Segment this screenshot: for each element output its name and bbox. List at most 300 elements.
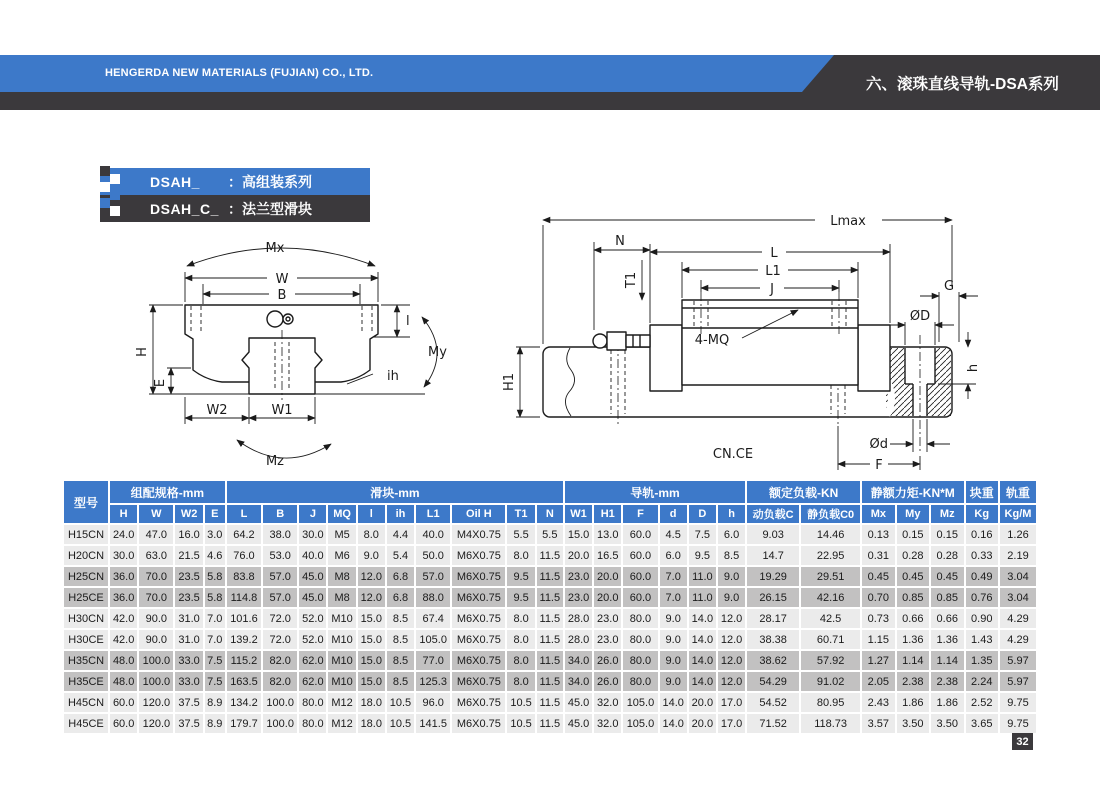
value-cell: 23.5	[174, 587, 203, 608]
value-cell: 0.31	[861, 545, 895, 566]
value-cell: 1.26	[999, 524, 1037, 545]
value-cell: 4.5	[659, 524, 688, 545]
column-group-header: 轨重	[999, 480, 1037, 504]
value-cell: 11.5	[536, 713, 564, 734]
grease-nipple	[593, 332, 650, 350]
value-cell: 9.75	[999, 713, 1037, 734]
value-cell: 26.0	[593, 650, 622, 671]
value-cell: 67.4	[415, 608, 451, 629]
value-cell: 23.5	[174, 566, 203, 587]
value-cell: 100.0	[138, 650, 174, 671]
value-cell: 0.85	[930, 587, 964, 608]
value-cell: 1.86	[896, 692, 930, 713]
value-cell: M4X0.75	[451, 524, 506, 545]
dim-label-mz: Mz	[265, 454, 285, 469]
value-cell: 5.4	[386, 545, 415, 566]
value-cell: 9.03	[746, 524, 800, 545]
value-cell: 80.95	[800, 692, 861, 713]
company-name: HENGERDA NEW MATERIALS (FUJIAN) CO., LTD.	[105, 67, 374, 79]
value-cell: 7.5	[204, 671, 226, 692]
value-cell: 100.0	[262, 692, 298, 713]
value-cell: 3.0	[204, 524, 226, 545]
value-cell: 105.0	[415, 629, 451, 650]
value-cell: 134.2	[226, 692, 262, 713]
dim-label-w2: W2	[206, 403, 228, 418]
value-cell: 2.52	[965, 692, 999, 713]
value-cell: 2.05	[861, 671, 895, 692]
value-cell: 40.0	[415, 524, 451, 545]
table-row	[63, 650, 1037, 671]
value-cell: 15.0	[564, 524, 593, 545]
value-cell: M10	[327, 608, 356, 629]
value-cell: 163.5	[226, 671, 262, 692]
value-cell: 60.0	[622, 524, 658, 545]
table-body	[63, 524, 1037, 734]
value-cell: 30.0	[298, 524, 327, 545]
table-head-groups	[63, 480, 1037, 504]
value-cell: 5.8	[204, 566, 226, 587]
value-cell: 125.3	[415, 671, 451, 692]
dim-label-h-small: h	[966, 363, 981, 373]
value-cell: 120.0	[138, 692, 174, 713]
value-cell: 4.4	[386, 524, 415, 545]
value-cell: 83.8	[226, 566, 262, 587]
column-header: T1	[506, 504, 535, 524]
column-header: L1	[415, 504, 451, 524]
column-header: H1	[593, 504, 622, 524]
column-group-header: 静额力矩-KN*M	[861, 480, 964, 504]
value-cell: 101.6	[226, 608, 262, 629]
value-cell: 0.13	[861, 524, 895, 545]
value-cell: 9.5	[506, 566, 535, 587]
value-cell: 10.5	[506, 692, 535, 713]
value-cell: 14.0	[688, 650, 717, 671]
value-cell: 7.0	[204, 629, 226, 650]
value-cell: 76.0	[226, 545, 262, 566]
value-cell: 45.0	[298, 587, 327, 608]
value-cell: 45.0	[564, 692, 593, 713]
value-cell: M8	[327, 587, 356, 608]
model-cell: H20CN	[63, 545, 109, 566]
value-cell: 42.16	[800, 587, 861, 608]
value-cell: 23.0	[593, 629, 622, 650]
column-group-header: 额定负载-KN	[746, 480, 861, 504]
table-row	[63, 545, 1037, 566]
value-cell: 2.38	[930, 671, 964, 692]
value-cell: 14.7	[746, 545, 800, 566]
value-cell: 9.0	[659, 629, 688, 650]
value-cell: 42.5	[800, 608, 861, 629]
value-cell: 15.0	[357, 671, 386, 692]
value-cell: 0.16	[965, 524, 999, 545]
value-cell: 0.76	[965, 587, 999, 608]
value-cell: 1.86	[930, 692, 964, 713]
value-cell: 90.0	[138, 608, 174, 629]
value-cell: 3.57	[861, 713, 895, 734]
value-cell: 11.5	[536, 629, 564, 650]
series-label-block	[100, 168, 370, 222]
value-cell: 60.71	[800, 629, 861, 650]
table-row	[63, 608, 1037, 629]
model-cell: H35CN	[63, 650, 109, 671]
value-cell: 105.0	[622, 692, 658, 713]
value-cell: 0.28	[896, 545, 930, 566]
value-cell: 20.0	[593, 587, 622, 608]
model-cell: H15CN	[63, 524, 109, 545]
value-cell: 30.0	[109, 545, 138, 566]
column-header: l	[357, 504, 386, 524]
column-group-header: 导轨-mm	[564, 480, 746, 504]
value-cell: 0.70	[861, 587, 895, 608]
column-header: Oil H	[451, 504, 506, 524]
table-row	[63, 671, 1037, 692]
value-cell: 60.0	[622, 587, 658, 608]
value-cell: 36.0	[109, 566, 138, 587]
column-header: W2	[174, 504, 203, 524]
value-cell: 0.66	[930, 608, 964, 629]
column-header: D	[688, 504, 717, 524]
value-cell: 7.5	[204, 650, 226, 671]
checker-decoration	[98, 166, 122, 226]
value-cell: 82.0	[262, 650, 298, 671]
value-cell: 8.0	[506, 629, 535, 650]
value-cell: 5.8	[204, 587, 226, 608]
column-header-model: 型号	[63, 480, 109, 524]
model-cell: H30CN	[63, 608, 109, 629]
value-cell: M6X0.75	[451, 566, 506, 587]
value-cell: 10.5	[386, 713, 415, 734]
value-cell: 80.0	[622, 671, 658, 692]
value-cell: 53.0	[262, 545, 298, 566]
value-cell: 42.0	[109, 608, 138, 629]
value-cell: 36.0	[109, 587, 138, 608]
dim-label-my: My	[428, 345, 447, 360]
value-cell: 57.0	[262, 566, 298, 587]
value-cell: 38.0	[262, 524, 298, 545]
value-cell: 15.0	[357, 650, 386, 671]
value-cell: 20.0	[593, 566, 622, 587]
value-cell: 72.0	[262, 629, 298, 650]
value-cell: 80.0	[622, 629, 658, 650]
value-cell: 1.36	[896, 629, 930, 650]
value-cell: 60.0	[622, 545, 658, 566]
dim-label-l: l	[406, 314, 410, 329]
value-cell: 9.0	[659, 608, 688, 629]
dim-label-b: B	[277, 288, 287, 303]
dim-label-w1: W1	[271, 403, 293, 418]
column-header: Kg	[965, 504, 999, 524]
value-cell: 37.5	[174, 692, 203, 713]
series-code: DSAH_C_	[150, 200, 219, 217]
value-cell: 3.50	[896, 713, 930, 734]
value-cell: 38.38	[746, 629, 800, 650]
value-cell: 90.0	[138, 629, 174, 650]
value-cell: M6X0.75	[451, 629, 506, 650]
value-cell: 9.0	[659, 650, 688, 671]
value-cell: 19.29	[746, 566, 800, 587]
value-cell: 15.0	[357, 629, 386, 650]
column-header: 动负载C	[746, 504, 800, 524]
column-header: W1	[564, 504, 593, 524]
value-cell: 70.0	[138, 566, 174, 587]
value-cell: 34.0	[564, 671, 593, 692]
value-cell: 9.0	[717, 587, 746, 608]
value-cell: 0.45	[861, 566, 895, 587]
value-cell: 115.2	[226, 650, 262, 671]
value-cell: 20.0	[688, 713, 717, 734]
value-cell: 60.0	[622, 566, 658, 587]
value-cell: 22.95	[800, 545, 861, 566]
diagram-caption: CN.CE	[712, 447, 754, 462]
value-cell: M6X0.75	[451, 608, 506, 629]
value-cell: 3.50	[930, 713, 964, 734]
value-cell: 24.0	[109, 524, 138, 545]
column-group-header: 块重	[965, 480, 999, 504]
value-cell: 37.5	[174, 713, 203, 734]
value-cell: M6X0.75	[451, 650, 506, 671]
value-cell: 0.28	[930, 545, 964, 566]
dim-label-n: N	[615, 234, 625, 249]
value-cell: 179.7	[226, 713, 262, 734]
value-cell: 11.5	[536, 671, 564, 692]
value-cell: 80.0	[622, 650, 658, 671]
value-cell: 80.0	[298, 692, 327, 713]
value-cell: 17.0	[717, 692, 746, 713]
value-cell: 8.0	[506, 671, 535, 692]
column-header: B	[262, 504, 298, 524]
value-cell: 23.0	[564, 566, 593, 587]
dim-label-e: E	[153, 378, 168, 388]
value-cell: M6	[327, 545, 356, 566]
value-cell: 0.49	[965, 566, 999, 587]
value-cell: 91.02	[800, 671, 861, 692]
table-head	[63, 480, 1037, 524]
column-header: MQ	[327, 504, 356, 524]
value-cell: 6.8	[386, 587, 415, 608]
value-cell: 48.0	[109, 650, 138, 671]
value-cell: 12.0	[717, 650, 746, 671]
rail-section-counterbore	[883, 335, 952, 454]
value-cell: M8	[327, 566, 356, 587]
value-cell: 34.0	[564, 650, 593, 671]
value-cell: 15.0	[357, 608, 386, 629]
value-cell: 1.14	[896, 650, 930, 671]
value-cell: 62.0	[298, 671, 327, 692]
value-cell: 139.2	[226, 629, 262, 650]
spec-table	[62, 479, 1038, 735]
value-cell: 60.0	[109, 692, 138, 713]
value-cell: 8.0	[506, 608, 535, 629]
value-cell: 1.14	[930, 650, 964, 671]
column-header: E	[204, 504, 226, 524]
value-cell: 0.90	[965, 608, 999, 629]
value-cell: 2.19	[999, 545, 1037, 566]
value-cell: M5	[327, 524, 356, 545]
table-row	[63, 524, 1037, 545]
value-cell: 0.45	[896, 566, 930, 587]
value-cell: 6.0	[717, 524, 746, 545]
value-cell: 77.0	[415, 650, 451, 671]
value-cell: 2.43	[861, 692, 895, 713]
value-cell: 11.0	[688, 566, 717, 587]
value-cell: 2.24	[965, 671, 999, 692]
value-cell: 8.5	[386, 671, 415, 692]
value-cell: 80.0	[298, 713, 327, 734]
value-cell: 11.5	[536, 650, 564, 671]
value-cell: 9.0	[717, 566, 746, 587]
value-cell: 8.0	[506, 545, 535, 566]
value-cell: 10.5	[506, 713, 535, 734]
value-cell: 0.45	[930, 566, 964, 587]
value-cell: 11.0	[688, 587, 717, 608]
value-cell: 5.97	[999, 671, 1037, 692]
value-cell: 9.0	[659, 671, 688, 692]
value-cell: 9.5	[506, 587, 535, 608]
value-cell: 118.73	[800, 713, 861, 734]
value-cell: 80.0	[622, 608, 658, 629]
value-cell: 1.27	[861, 650, 895, 671]
value-cell: 13.0	[593, 524, 622, 545]
value-cell: 0.73	[861, 608, 895, 629]
value-cell: 5.5	[506, 524, 535, 545]
dim-label-h1: H1	[502, 372, 517, 392]
value-cell: 12.0	[717, 608, 746, 629]
value-cell: 5.97	[999, 650, 1037, 671]
column-header: My	[896, 504, 930, 524]
value-cell: M10	[327, 650, 356, 671]
value-cell: 8.5	[386, 629, 415, 650]
value-cell: 8.0	[357, 524, 386, 545]
series-code: DSAH_	[150, 173, 200, 190]
value-cell: 3.04	[999, 587, 1037, 608]
value-cell: 18.0	[357, 713, 386, 734]
series-desc: ：法兰型滑块	[228, 200, 312, 217]
value-cell: 21.5	[174, 545, 203, 566]
table-row	[63, 713, 1037, 734]
model-cell: H45CE	[63, 713, 109, 734]
column-group-header: 滑块-mm	[226, 480, 564, 504]
value-cell: 96.0	[415, 692, 451, 713]
value-cell: 32.0	[593, 692, 622, 713]
value-cell: 60.0	[109, 713, 138, 734]
dim-label-t1: T1	[624, 271, 639, 289]
value-cell: 7.5	[688, 524, 717, 545]
value-cell: 120.0	[138, 713, 174, 734]
value-cell: 20.0	[564, 545, 593, 566]
value-cell: 0.33	[965, 545, 999, 566]
value-cell: 6.8	[386, 566, 415, 587]
value-cell: 0.66	[896, 608, 930, 629]
front-section-diagram	[125, 222, 465, 482]
value-cell: 57.92	[800, 650, 861, 671]
value-cell: 32.0	[593, 713, 622, 734]
value-cell: 7.0	[659, 566, 688, 587]
value-cell: M6X0.75	[451, 545, 506, 566]
value-cell: 4.29	[999, 608, 1037, 629]
value-cell: 63.0	[138, 545, 174, 566]
value-cell: 14.0	[688, 671, 717, 692]
value-cell: 14.0	[688, 608, 717, 629]
value-cell: 8.9	[204, 713, 226, 734]
value-cell: 12.0	[717, 671, 746, 692]
value-cell: 45.0	[564, 713, 593, 734]
value-cell: M12	[327, 692, 356, 713]
value-cell: 6.0	[659, 545, 688, 566]
value-cell: 31.0	[174, 608, 203, 629]
dim-label-j: J	[770, 282, 774, 297]
value-cell: 3.65	[965, 713, 999, 734]
dim-label-mq: 4-MQ	[694, 333, 730, 348]
value-cell: 71.52	[746, 713, 800, 734]
value-cell: 141.5	[415, 713, 451, 734]
value-cell: 0.85	[896, 587, 930, 608]
section-title: 六、滚珠直线导轨-DSA系列	[866, 75, 1059, 93]
value-cell: 8.5	[386, 650, 415, 671]
value-cell: 57.0	[262, 587, 298, 608]
column-header: W	[138, 504, 174, 524]
dim-label-w: W	[275, 272, 289, 287]
value-cell: 33.0	[174, 650, 203, 671]
value-cell: 16.5	[593, 545, 622, 566]
value-cell: 7.0	[204, 608, 226, 629]
value-cell: 14.0	[659, 713, 688, 734]
value-cell: 40.0	[298, 545, 327, 566]
column-header: d	[659, 504, 688, 524]
dim-label-phi-d-big: ØD	[909, 309, 931, 324]
value-cell: 11.5	[536, 587, 564, 608]
value-cell: 2.38	[896, 671, 930, 692]
value-cell: 14.0	[659, 692, 688, 713]
value-cell: 0.15	[930, 524, 964, 545]
value-cell: 23.0	[593, 608, 622, 629]
value-cell: 14.0	[688, 629, 717, 650]
value-cell: 54.29	[746, 671, 800, 692]
dim-label-ih: ih	[387, 369, 399, 384]
column-header: L	[226, 504, 262, 524]
model-cell: H25CE	[63, 587, 109, 608]
value-cell: 28.0	[564, 608, 593, 629]
value-cell: 18.0	[357, 692, 386, 713]
dim-label-g: G	[943, 279, 955, 294]
value-cell: M12	[327, 713, 356, 734]
value-cell: 20.0	[688, 692, 717, 713]
dim-label-lmax: Lmax	[830, 214, 866, 229]
table-row	[63, 629, 1037, 650]
column-header: Mx	[861, 504, 895, 524]
value-cell: 48.0	[109, 671, 138, 692]
value-cell: 42.0	[109, 629, 138, 650]
column-header: F	[622, 504, 658, 524]
value-cell: 9.75	[999, 692, 1037, 713]
model-cell: H30CE	[63, 629, 109, 650]
value-cell: 31.0	[174, 629, 203, 650]
value-cell: 33.0	[174, 671, 203, 692]
value-cell: 88.0	[415, 587, 451, 608]
page-number-badge: 32	[1012, 733, 1033, 750]
value-cell: 23.0	[564, 587, 593, 608]
value-cell: 57.0	[415, 566, 451, 587]
value-cell: 12.0	[357, 587, 386, 608]
value-cell: 50.0	[415, 545, 451, 566]
value-cell: 52.0	[298, 629, 327, 650]
dim-label-f: F	[875, 458, 883, 473]
value-cell: 10.5	[386, 692, 415, 713]
table-row	[63, 587, 1037, 608]
value-cell: 8.9	[204, 692, 226, 713]
value-cell: 4.6	[204, 545, 226, 566]
value-cell: 70.0	[138, 587, 174, 608]
table-row	[63, 566, 1037, 587]
